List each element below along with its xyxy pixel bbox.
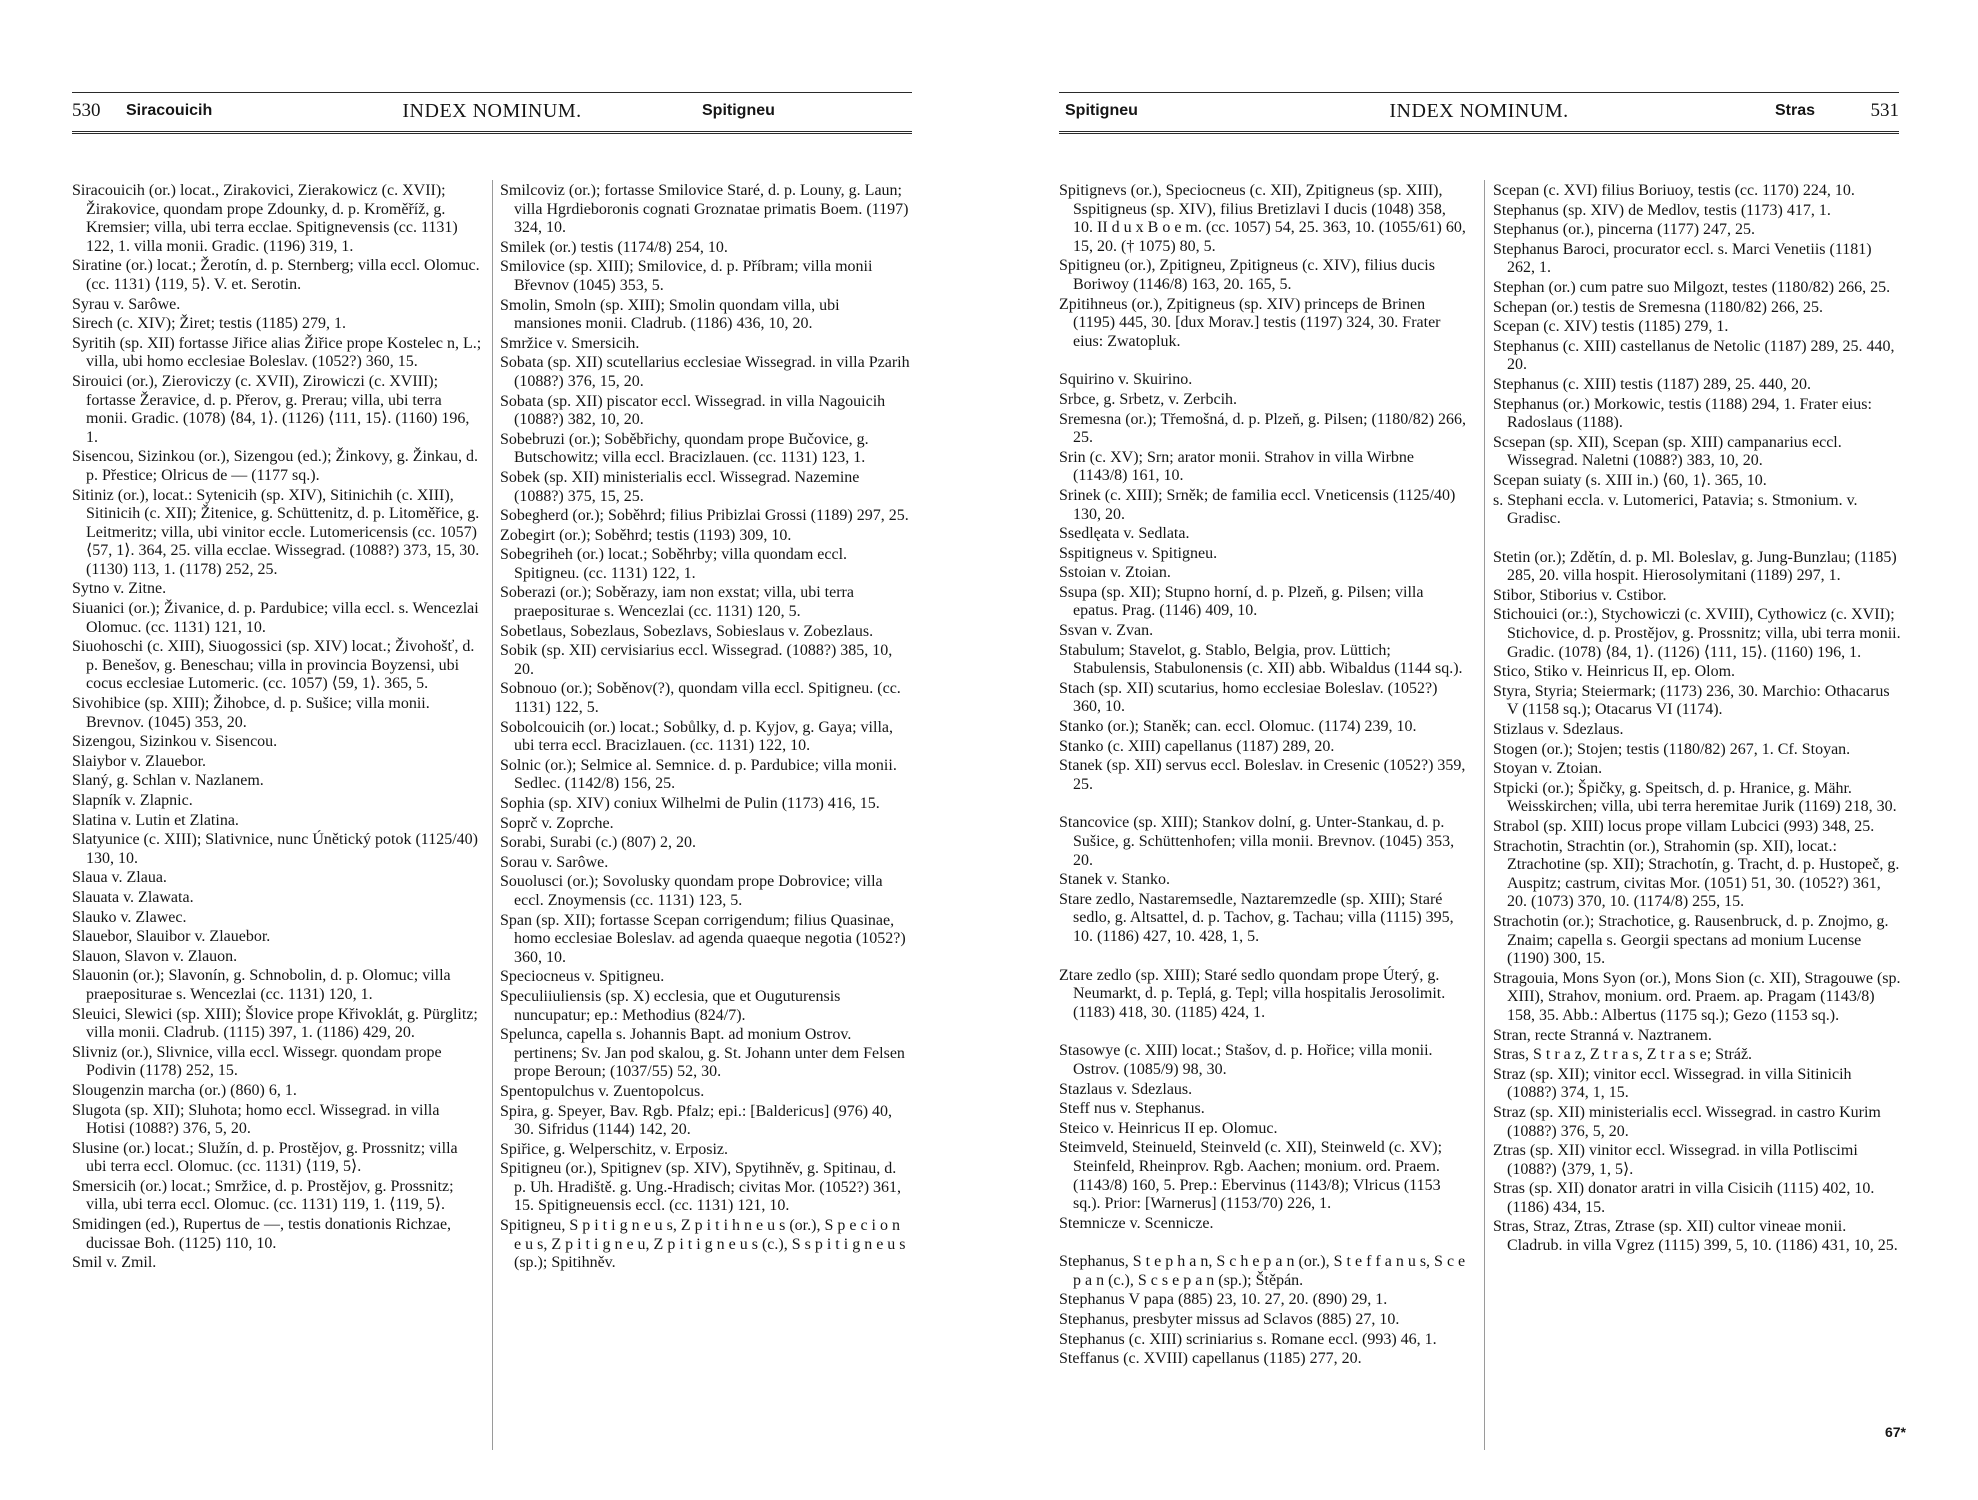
index-entry: Stanko (c. XIII) capellanus (1187) 289, 20. <box>1059 737 1335 755</box>
index-entry: Ssupa (sp. XII); Stupno horní, d. p. Plzeň, g. Pilsen; villa epatus. Prag. (1146) 409, 10. <box>1059 583 1424 620</box>
left-page-column-2 <box>500 182 910 1462</box>
index-entry: Strabol (sp. XIII) locus prope villam Lubcici (993) 348, 25. <box>1493 818 1875 835</box>
index-entry: Speculiiuliensis (sp. X) ecclesia, que et Ouguturensis nuncupatur; ep.: Methodius (824/7). <box>500 987 841 1024</box>
index-entry: Scepan (c. XIV) testis (1185) 279, 1. <box>1493 318 1729 336</box>
index-entry: Stazlaus v. Sdezlaus. <box>1059 1080 1193 1098</box>
index-entry: Stephanus (or.), pincerna (1177) 247, 25. <box>1493 221 1756 239</box>
index-entry: Stephanus (c. XIII) scriniarius s. Romane eccl. (993) 46, 1. <box>1059 1330 1437 1348</box>
index-entry: Slauata v. Zlawata. <box>72 888 194 906</box>
index-entry: Slaiybor v. Zlauebor. <box>72 752 207 770</box>
index-entry: Smil v. Zmil. <box>72 1254 157 1272</box>
index-entry: Slusine (or.) locat.; Služín, d. p. Prostějov, g. Prossnitz; villa ubi terra eccl. Olomuc. (cc. 1131) ⟨119, 5⟩. <box>72 1139 458 1176</box>
index-entry: Stichouici (or.:), Stychowiczi (c. XVIII), Cythowicz (c. XVII); Stichovice, d. p. Prostějov, g. Prossnitz; villa, ubi terra monii. Gradic. (1078) ⟨84, 1⟩. (1126) ⟨111, 15⟩. (1160) 196, 1. <box>1493 606 1901 661</box>
index-entry: Stephanus V papa (885) 23, 10. 27, 20. (890) 29, 1. <box>1059 1291 1388 1309</box>
index-entry: Sobolcouicih (or.) locat.; Sobůlky, d. p. Kyjov, g. Gaya; villa, ubi terra eccl. Bracizlauen. (cc. 1131) 122, 10. <box>500 718 893 755</box>
index-entry: Steff nus v. Stephanus. <box>1059 1100 1205 1118</box>
index-entry: Smersicih (or.) locat.; Smržice, d. p. Prostějov, g. Prossnitz; villa, ubi terra eccl. Olomuc. (cc. 1131) 119, 1. ⟨119, 5⟩. <box>72 1177 454 1214</box>
index-entry: Slivniz (or.), Slivnice, villa eccl. Wissegr. quondam prope Podivin (1178) 252, 15. <box>72 1043 442 1080</box>
index-entry: Stanek v. Stanko. <box>1059 871 1170 889</box>
index-entry: Smolin, Smoln (sp. XIII); Smolin quondam villa, ubi mansiones monii. Cladrub. (1186) 436, 10, 20. <box>500 296 840 333</box>
index-entry: Soprč v. Zoprche. <box>500 814 614 832</box>
index-entry: Slaua v. Zlaua. <box>72 869 167 887</box>
index-entry: Stancovice (sp. XIII); Stankov dolní, g. Unter-Stankau, d. p. Sušice, g. Schüttenhofen; villa monii. Brevnov. (1045) 353, 20. <box>1059 814 1455 869</box>
index-entry: Smilovice (sp. XIII); Smilovice, d. p. Příbram; villa monii Břevnov (1045) 353, 5. <box>500 258 873 294</box>
index-entry: Ztare zedlo (sp. XIII); Staré sedlo quondam prope Úterý, g. Neumarkt, d. p. Teplá, g. Tepl; villa hospitalis Jerosolimit. (1183) 418, 30. (1185) 424, 1. <box>1059 966 1446 1021</box>
index-entry: Sobnouo (or.); Soběnov(?), quondam villa eccl. Spitigneu. (cc. 1131) 122, 5. <box>500 680 901 717</box>
index-entry: Sisencou, Sizinkou (or.), Sizengou (ed.); Žinkovy, g. Žinkau, d. p. Přestice; Olricus de — (1177 sq.). <box>72 448 479 484</box>
index-entry: Slauko v. Zlawec. <box>72 908 187 926</box>
index-entry: Ssedlęata v. Sedlata. <box>1059 525 1190 543</box>
left-page-column-1 <box>72 182 482 1462</box>
index-entry: Schepan (or.) testis de Sremesna (1180/82) 266, 25. <box>1493 298 1824 316</box>
column-divider <box>492 180 493 1450</box>
index-entry: Stran, recte Stranná v. Naztranem. <box>1493 1026 1712 1044</box>
index-entry: Slatina v. Lutin et Zlatina. <box>72 811 239 829</box>
index-entry: Sobegherd (or.); Soběhrd; filius Pribizlai Grossi (1189) 297, 25. <box>500 507 909 525</box>
index-entry: Syrau v. Sarôwe. <box>72 295 181 313</box>
page-number: 531 <box>1870 100 1899 121</box>
index-entry: Stoyan v. Ztoian. <box>1493 760 1603 778</box>
header-last-term: Spitigneu <box>702 102 775 119</box>
index-entry: Sremesna (or.); Třemošná, d. p. Plzeň, g. Pilsen; (1180/82) 266, 25. <box>1059 410 1467 447</box>
index-entry: Stephanus Baroci, procurator eccl. s. Marci Venetiis (1181) 262, 1. <box>1493 240 1872 277</box>
right-page-header <box>1059 92 1899 134</box>
index-entry: Siuanici (or.); Živanice, d. p. Pardubice; villa eccl. s. Wencezlai Olomuc. (cc. 1131) 121, 10. <box>72 600 479 636</box>
right-page <box>989 0 1978 1500</box>
index-entry: Sizengou, Sizinkou v. Sisencou. <box>72 733 278 751</box>
index-entry: Sobek (sp. XII) ministerialis eccl. Wissegrad. Nazemine (1088?) 375, 15, 25. <box>500 468 860 505</box>
index-entry: Speciocneus v. Spitigneu. <box>500 968 665 986</box>
index-entry: Stach (sp. XII) scutarius, homo ecclesiae Boleslav. (1052?) 360, 10. <box>1059 679 1438 716</box>
index-entry: Scepan suiaty (s. XIII in.) ⟨60, 1⟩. 365, 10. <box>1493 471 1767 489</box>
index-entry: Sorau v. Sarôwe. <box>500 853 609 871</box>
index-entry: s. Stephani eccla. v. Lutomerici, Patavia; s. Stmonium. v. Gradisc. <box>1493 491 1858 528</box>
index-entry: Slatyunice (c. XIII); Slativnice, nunc Únětický potok (1125/40) 130, 10. <box>72 831 478 867</box>
right-page-column-2 <box>1493 182 1903 1462</box>
index-entry: Stephanus, S t e p h a n, S c h e p a n (or.), S t e f f a n u s, S c e p a n (c.), S c s e p a n (sp.); Štěpán. <box>1059 1253 1466 1289</box>
index-entry: Steimveld, Steinueld, Steinveld (c. XII), Steinweld (c. XV); Steinfeld, Rheinprov. Rgb. Aachen; monium. ord. Praem. (1143/8) 160, 5. Prep.: Ebervinus (1143/8); Vlricus (1153 sq.). Prior: [Warnerus] (1153/70) 226, 1. <box>1059 1139 1443 1213</box>
index-entry: Siuohoschi (c. XIII), Siuogossici (sp. XIV) locat.; Živohošť, d. p. Benešov, g. Beneschau; villa in provincia Boyzensi, ubi cocus ecclesiae Lutomeric. (cc. 1057) ⟨59, 1⟩. 365, 5. <box>72 638 475 693</box>
index-entry: Stetin (or.); Zdětín, d. p. Ml. Boleslav, g. Jung-Bunzlau; (1185) 285, 20. villa hospit. Hierosolymitani (1189) 297, 1. <box>1493 548 1897 585</box>
index-entry: Slugota (sp. XII); Sluhota; homo eccl. Wissegrad. in villa Hotisi (1088?) 376, 5, 20. <box>72 1101 440 1138</box>
index-entry: Spitignevs (or.), Speciocneus (c. XII), Zpitigneus (sp. XIII), Sspitigneus (sp. XIV), filius Bretizlavi I ducis (1048) 358, 10. II d u x B o e m. (cc. 1057) 54, 25. 363, 10. (1055/61) 60, 15, 20. († 1075) 80, 5. <box>1059 182 1466 255</box>
index-entry: Stephanus (sp. XIV) de Medlov, testis (1173) 417, 1. <box>1493 201 1831 219</box>
index-entry: Stanko (or.); Staněk; can. eccl. Olomuc. (1174) 239, 10. <box>1059 718 1417 736</box>
index-entry: Spentopulchus v. Zuentopolcus. <box>500 1082 705 1100</box>
index-entry: Slaný, g. Schlan v. Nazlanem. <box>72 772 264 790</box>
index-entry: Stephan (or.) cum patre suo Milgozt, testes (1180/82) 266, 25. <box>1493 278 1891 296</box>
index-entry: Sorabi, Surabi (c.) (807) 2, 20. <box>500 834 696 852</box>
index-entry: Sleuici, Slewici (sp. XIII); Šlovice prope Křivoklát, g. Pürglitz; villa monii. Cladrub. (1115) 397, 1. (1186) 429, 20. <box>72 1005 478 1042</box>
index-entry: Spelunca, capella s. Johannis Bapt. ad monium Ostrov. pertinens; Sv. Jan pod skalou, g. St. Johann unter dem Felsen prope Beroun; (1037/55) 52, 30. <box>500 1026 905 1081</box>
index-entry: Stanek (sp. XII) servus eccl. Boleslav. in Cresenic (1052?) 359, 25. <box>1059 757 1466 793</box>
header-title: INDEX NOMINUM. <box>1389 100 1569 122</box>
index-entry: Spitigneu, S p i t i g n e u s, Z p i t i h n e u s (or.), S p e c i o n e u s, Z p i t i g n e u, Z p i t i g n e u s (c.), S s p i t i g n e u s (sp.); Spitihněv. <box>500 1217 906 1272</box>
index-entry: Styra, Styria; Steiermark; (1173) 236, 30. Marchio: Othacarus V (1158 sq.); Otacarus VI (1174). <box>1493 682 1890 719</box>
index-entry: Souolusci (or.); Sovolusky quondam prope Dobrovice; villa eccl. Znoymensis (cc. 1131) 123, 5. <box>500 873 883 909</box>
index-entry: Sobata (sp. XII) scutellarius ecclesiae Wissegrad. in villa Pzarih (1088?) 376, 15, 20. <box>500 354 910 390</box>
index-entry: Zobegirt (or.); Soběhrd; testis (1193) 309, 10. <box>500 526 792 544</box>
index-entry: Zpitihneus (or.), Zpitigneus (sp. XIV) princeps de Brinen (1195) 445, 30. [dux Morav.] testis (1197) 324, 30. Frater eius: Zwatopluk. <box>1059 295 1441 350</box>
index-entry: Sitiniz (or.), locat.: Sytenicih (sp. XIV), Sitinichih (c. XIII), Sitinicih (c. XII); Žitenice, g. Schüttenitz, d. p. Litoměřice, g. Leitmeritz; villa, ubi vinitor eccle. Lutomericensis (cc. 1057) ⟨57, 1⟩. 364, 25. villa ecclae. Wissegrad. (1088?) 373, 15, 30. (1130) 113, 1. (1178) 252, 25. <box>72 486 480 578</box>
index-entry: Stephanus (c. XIII) castellanus de Netolic (1187) 289, 25. 440, 20. <box>1493 337 1895 374</box>
index-entry: Srbce, g. Srbetz, v. Zerbcih. <box>1059 390 1238 408</box>
index-entry: Steffanus (c. XVIII) capellanus (1185) 277, 20. <box>1059 1350 1362 1368</box>
index-entry: Sobik (sp. XII) cervisiarius eccl. Wissegrad. (1088?) 385, 10, 20. <box>500 642 893 678</box>
page-number: 530 <box>72 100 101 121</box>
index-entry: Strachotin (or.); Strachotice, g. Rausenbruck, d. p. Znojmo, g. Znaim; capella s. Georgii spectans ad monium Lucense (1190) 300, 15. <box>1493 912 1889 968</box>
index-entry: Sobebruzi (or.); Soběbřichy, quondam prope Bučovice, g. Butschowitz; villa eccl. Bracizlauen. (cc. 1131) 123, 1. <box>500 430 869 467</box>
index-entry: Span (sp. XII); fortasse Scepan corrigendum; filius Quasinae, homo ecclesiae Boleslav. ad agenda quaeque negotia (1052?) 360, 10. <box>500 911 906 966</box>
index-entry: Sspitigneus v. Spitigneu. <box>1059 544 1218 562</box>
index-entry: Solnic (or.); Selmice al. Semnice. d. p. Pardubice; villa monii. Sedlec. (1142/8) 156, 25. <box>500 756 897 793</box>
index-entry: Stizlaus v. Sdezlaus. <box>1493 721 1624 739</box>
header-first-term: Spitigneu <box>1065 102 1138 119</box>
index-entry: Stico, Stiko v. Heinricus II, ep. Olom. <box>1493 663 1736 681</box>
index-entry: Strachotin, Strachtin (or.), Strahomin (sp. XII), locat.: Ztrachotine (sp. XII); Strachotín, g. Tracht, d. p. Hustopeč, g. Auspitz; castrum, civitas Mor. (1051) 51, 30. (1052?) 361, 20. (1073) 370, 10. (1174/8) 255, 15. <box>1493 837 1900 911</box>
index-entry: Stras, Straz, Ztras, Ztrase (sp. XII) cultor vineae monii. Cladrub. in villa Vgrez (1115) 399, 5, 10. (1186) 431, 10, 25. <box>1493 1218 1898 1255</box>
index-entry: Ztras (sp. XII) vinitor eccl. Wissegrad. in villa Potliscimi (1088?) ⟨379, 1, 5⟩. <box>1493 1142 1858 1178</box>
index-entry: Sobata (sp. XII) piscator eccl. Wissegrad. in villa Nagouicih (1088?) 382, 10, 20. <box>500 392 886 429</box>
index-entry: Stras (sp. XII) donator aratri in villa Cisicih (1115) 402, 10. (1186) 434, 15. <box>1493 1180 1875 1216</box>
index-entry: Syritih (sp. XII) fortasse Jiřice alias Žiřice prope Kostelec n, L.; villa, ubi homo ecclesiae Boleslav. (1052?) 360, 15. <box>72 334 482 371</box>
index-entry: Srin (c. XV); Srn; arator monii. Strahov in villa Wirbne (1143/8) 161, 10. <box>1059 448 1414 485</box>
index-entry: Sstoian v. Ztoian. <box>1059 564 1171 582</box>
index-entry: Squirino v. Skuirino. <box>1059 371 1193 389</box>
header-first-term: Siracouicih <box>126 102 213 119</box>
index-entry: Stpicki (or.); Špičky, g. Speitsch, d. p. Hranice, g. Mähr. Weisskirchen; villa, ubi terra heremitae Jurik (1169) 218, 30. <box>1493 779 1897 816</box>
header-last-term: Stras <box>1775 102 1816 119</box>
index-entry: Stemnicze v. Scennicze. <box>1059 1214 1214 1232</box>
index-entry: Straz (sp. XII); vinitor eccl. Wissegrad. in villa Sitinicih (1088?) 374, 1, 15. <box>1493 1065 1852 1102</box>
index-entry: Stasowye (c. XIII) locat.; Stašov, d. p. Hořice; villa monii. Ostrov. (1085/9) 98, 30. <box>1059 1042 1433 1078</box>
index-entry: Slauon, Slavon v. Zlauon. <box>72 947 238 965</box>
index-entry: Straz (sp. XII) ministerialis eccl. Wissegrad. in castro Kurim (1088?) 376, 5, 20. <box>1493 1103 1881 1140</box>
index-entry: Stephanus, presbyter missus ad Sclavos (885) 27, 10. <box>1059 1311 1400 1329</box>
index-entry: Scsepan (sp. XII), Scepan (sp. XIII) campanarius eccl. Wissegrad. Naletni (1088?) 383, 10, 20. <box>1493 433 1842 470</box>
left-page-header <box>72 92 912 134</box>
index-entry: Sophia (sp. XIV) coniux Wilhelmi de Pulin (1173) 416, 15. <box>500 795 880 812</box>
index-entry: Stibor, Stiborius v. Cstibor. <box>1493 586 1667 604</box>
index-entry: Srinek (c. XIII); Srněk; de familia eccl. Vneticensis (1125/40) 130, 20. <box>1059 486 1456 523</box>
index-entry: Stephanus (or.) Morkowic, testis (1188) 294, 1. Frater eius: Radoslaus (1188). <box>1493 395 1872 432</box>
index-entry: Stras, S t r a z, Z t r a s, Z t r a s e; Stráž. <box>1493 1046 1753 1064</box>
index-entry: Spitigneu (or.), Zpitigneu, Zpitigneus (c. XIV), filius ducis Boriwoy (1146/8) 163, 20. 165, 5. <box>1059 257 1435 293</box>
index-entry: Scepan (c. XVI) filius Boriuoy, testis (cc. 1170) 224, 10. <box>1493 182 1855 199</box>
index-entry: Smilek (or.) testis (1174/8) 254, 10. <box>500 238 728 256</box>
index-entry: Slapník v. Zlapnic. <box>72 792 193 809</box>
index-entry: Stare zedlo, Nastaremsedle, Naztaremzedle (sp. XIII); Staré sedlo, g. Altsattel, d. p. Tachov, g. Tachau; villa (1115) 395, 10. (1186) 427, 10. 428, 1, 5. <box>1059 890 1454 945</box>
index-entry: Sobetlaus, Sobezlaus, Sobezlavs, Sobieslaus v. Zobezlaus. <box>500 622 874 640</box>
index-entry: Stephanus (c. XIII) testis (1187) 289, 25. 440, 20. <box>1493 375 1812 393</box>
index-entry: Stragouia, Mons Syon (or.), Mons Sion (c. XII), Stragouwe (sp. XIII), Strahov, monium. ord. Praem. ap. Pragam (1143/8) 158, 35. Abb.: Albertus (1175 sq.); Gezo (1153 sq.). <box>1493 969 1901 1024</box>
index-entry: Sivohibice (sp. XIII); Žihobce, d. p. Sušice; villa monii. Brevnov. (1045) 353, 20. <box>72 695 430 731</box>
column-divider <box>1484 180 1485 1450</box>
index-entry: Sobegriheh (or.) locat.; Soběhrby; villa quondam eccl. Spitigneu. (cc. 1131) 122, 1. <box>500 546 848 582</box>
index-entry: Smržice v. Smersicih. <box>500 334 640 352</box>
index-entry: Sirech (c. XIV); Žiret; testis (1185) 279, 1. <box>72 315 347 333</box>
index-entry: Spira, g. Speyer, Bav. Rgb. Pfalz; epi.: [Baldericus] (976) 40, 30. Sifridus (1144) 142, 20. <box>500 1102 893 1139</box>
index-entry: Soberazi (or.); Soběrazy, iam non exstat; villa, ubi terra praepositurae s. Wencezlai (cc. 1131) 120, 5. <box>500 584 854 621</box>
index-entry: Slauonin (or.); Slavonín, g. Schnobolin, d. p. Olomuc; villa praepositurae s. Wencezlai (cc. 1131) 120, 1. <box>72 967 451 1003</box>
index-entry: Siracouicih (or.) locat., Zirakovici, Zierakowicz (c. XVII); Žirakovice, quondam prope Zdounky, d. p. Kroměříž, g. Kremsier; villa, ubi terra ecclae. Spitignevensis (cc. 1131) 122, 1. villa monii. Gradic. (1196) 319, 1. <box>72 182 458 255</box>
folio-mark: 67* <box>1884 1424 1906 1440</box>
index-entry: Sytno v. Zitne. <box>72 580 167 598</box>
index-entry: Slougenzin marcha (or.) (860) 6, 1. <box>72 1081 297 1099</box>
index-entry: Spitigneu (or.), Spitignev (sp. XIV), Spytihněv, g. Spitinau, d. p. Uh. Hradiště. g. Ung.-Hradisch; civitas Mor. (1052?) 361, 15. Spitigneuensis eccl. (cc. 1131) 121, 10. <box>500 1160 902 1215</box>
index-entry: Sirouici (or.), Zieroviczy (c. XVII), Zirowiczi (c. XVIII); fortasse Žeravice, d. p. Přerov, g. Prerau; villa, ubi terra monii. Gradic. (1078) ⟨84, 1⟩. (1126) ⟨111, 15⟩. (1160) 196, 1. <box>72 372 470 446</box>
index-entry: Smilcoviz (or.); fortasse Smilovice Staré, d. p. Louny, g. Laun; villa Hgrdieboronis cognati Groznatae primatis Boem. (1197) 324, 10. <box>500 182 909 237</box>
index-entry: Slauebor, Slauibor v. Zlauebor. <box>72 928 271 946</box>
index-entry: Stogen (or.); Stojen; testis (1180/82) 267, 1. Cf. Stoyan. <box>1493 740 1851 758</box>
index-entry: Steico v. Heinricus II ep. Olomuc. <box>1059 1119 1278 1137</box>
header-title: INDEX NOMINUM. <box>402 100 582 122</box>
index-entry: Spiřice, g. Welperschitz, v. Erposiz. <box>500 1140 728 1158</box>
index-entry: Smidingen (ed.), Rupertus de —, testis donationis Richzae, ducissae Boh. (1125) 110, 10. <box>72 1216 452 1252</box>
index-entry: Stabulum; Stavelot, g. Stablo, Belgia, prov. Lüttich; Stabulensis, Stabulonensis (c. XII) abb. Wibaldus (1144 sq.). <box>1059 641 1463 678</box>
right-page-column-1 <box>1059 182 1469 1462</box>
index-entry: Siratine (or.) locat.; Žerotín, d. p. Sternberg; villa eccl. Olomuc. (cc. 1131) ⟨119, 5⟩. V. et. Serotin. <box>72 257 480 293</box>
index-entry: Ssvan v. Zvan. <box>1059 622 1154 640</box>
